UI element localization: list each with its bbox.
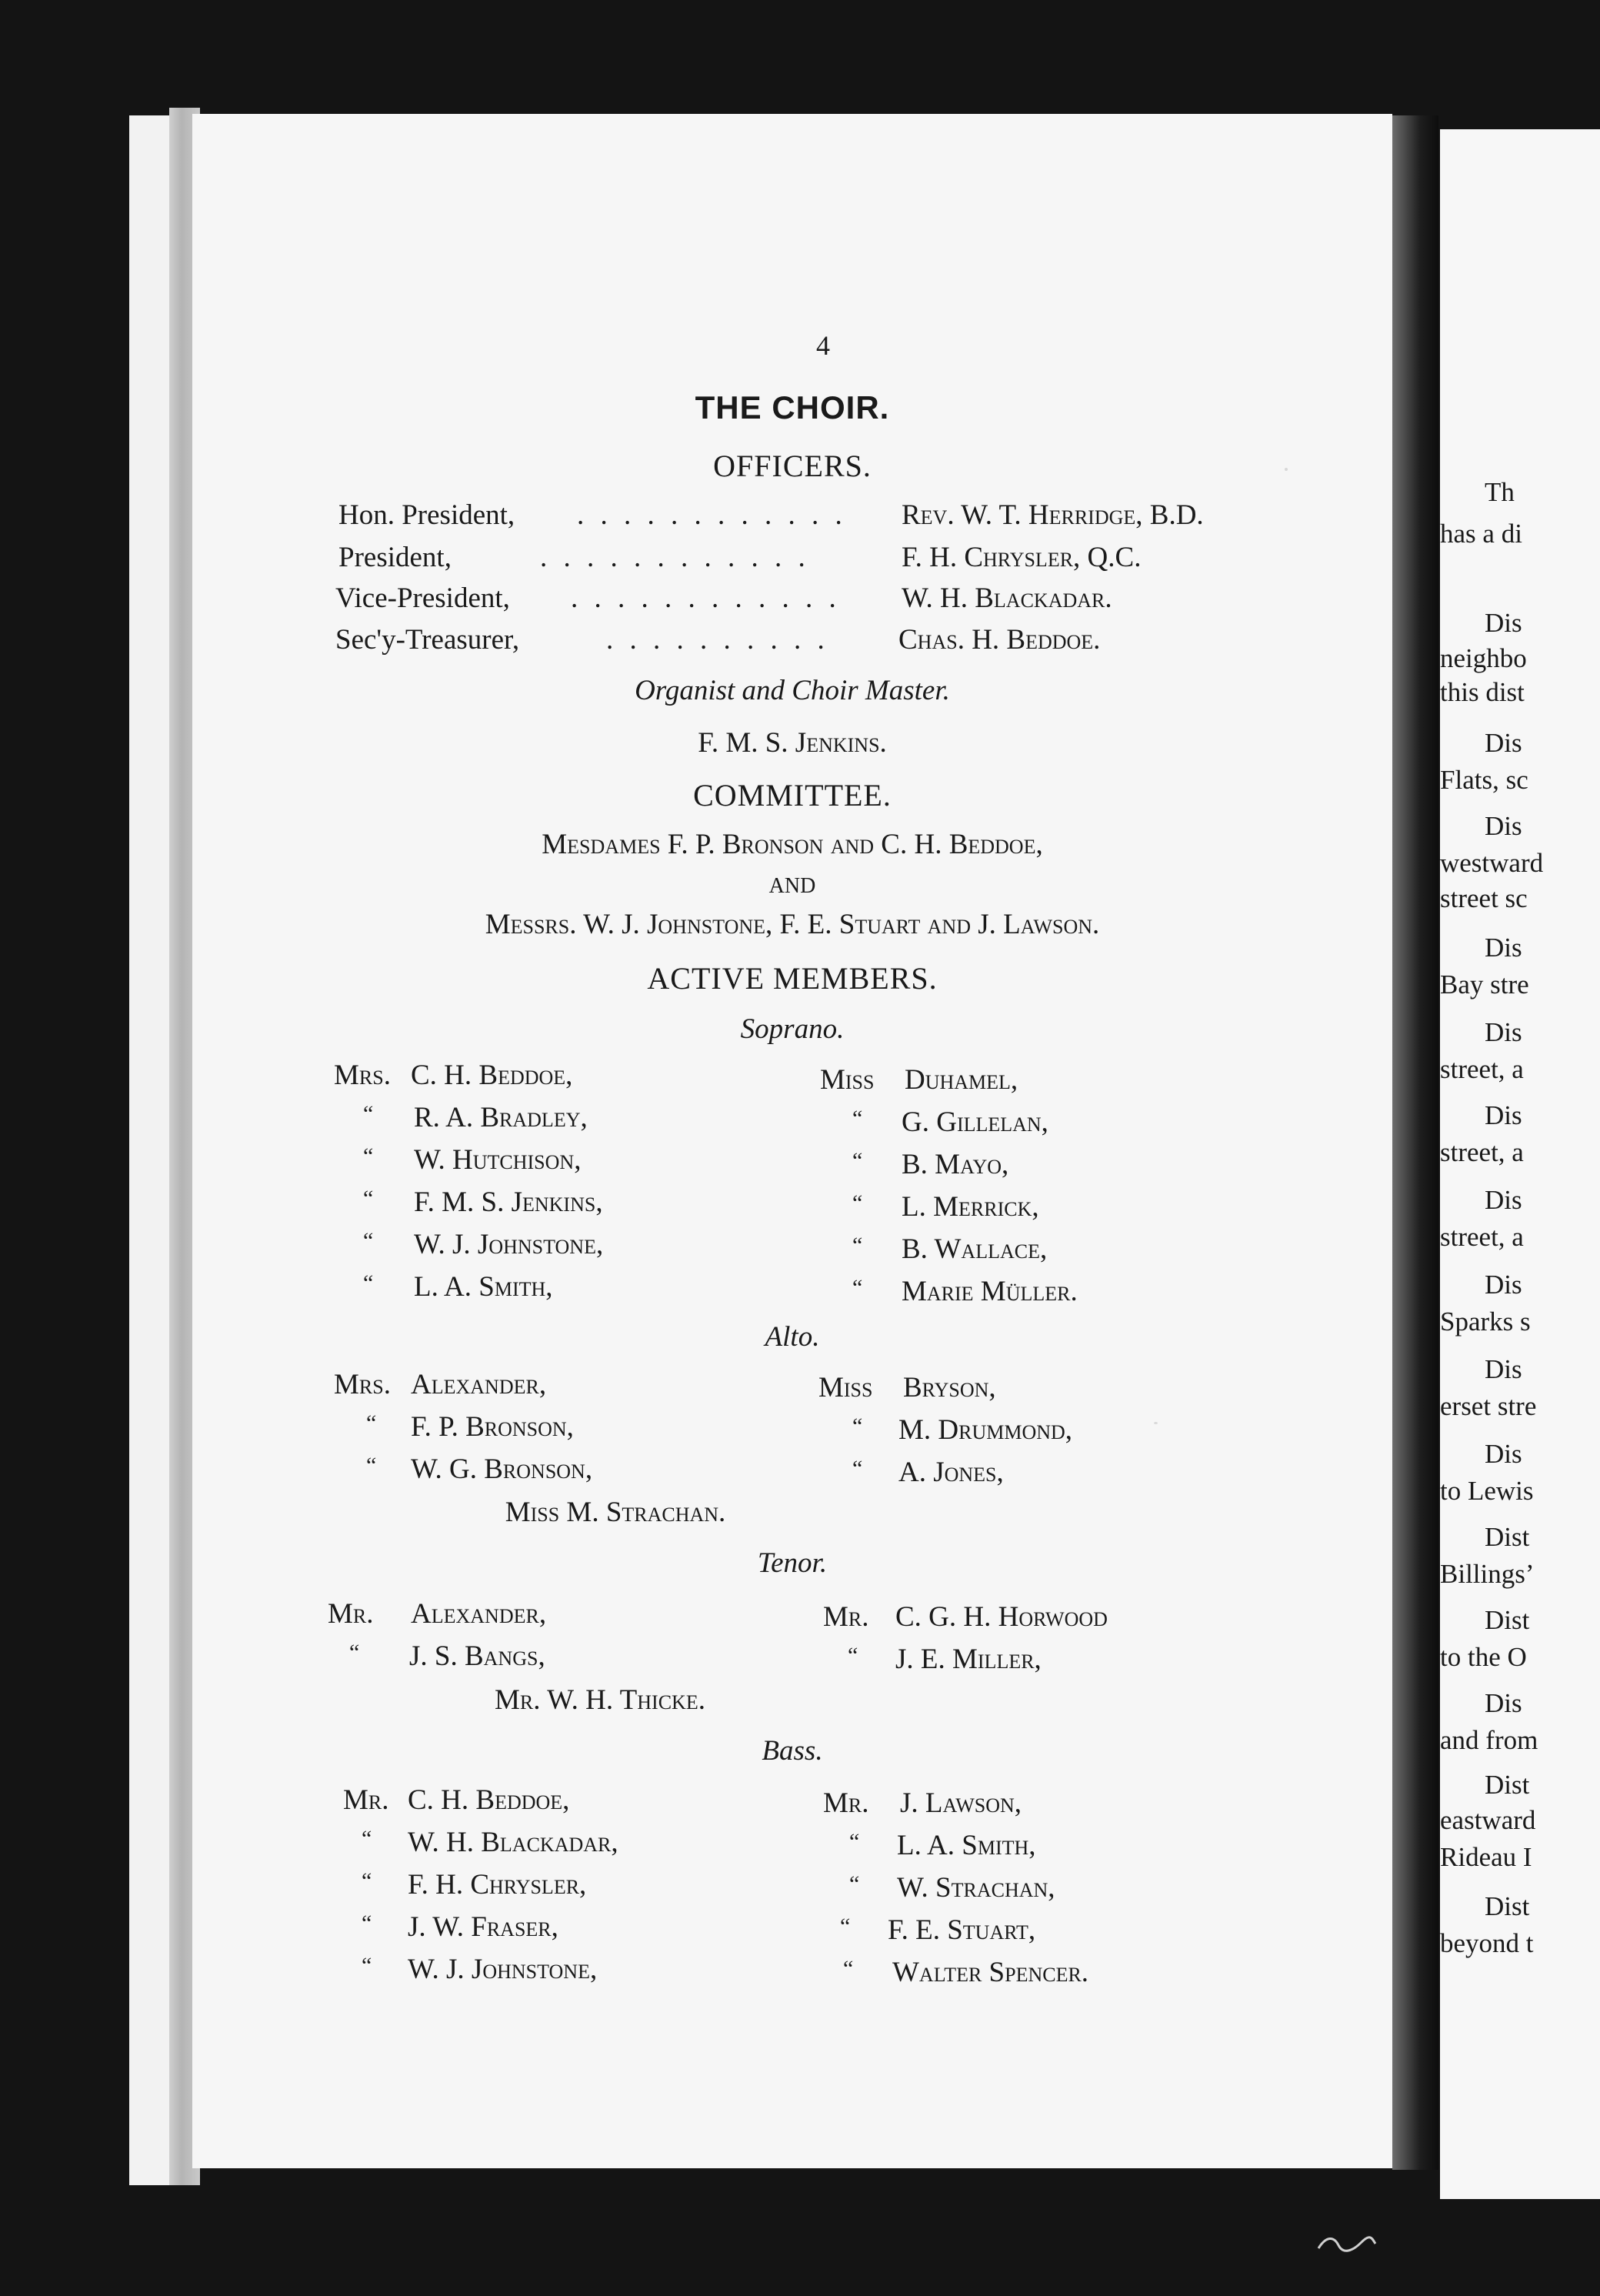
facing-page-fragment: Dis — [1485, 728, 1522, 758]
member-prefix: Mr. — [328, 1598, 374, 1630]
member-name: G. Gillelan, — [902, 1106, 1048, 1138]
ditto-mark: “ — [852, 1106, 863, 1131]
facing-page-fragment: Dis — [1485, 1439, 1522, 1469]
facing-page-fragment: Dis — [1485, 1688, 1522, 1718]
member-prefix: Mrs. — [334, 1060, 391, 1091]
member-name: W. H. Blackadar, — [408, 1827, 618, 1858]
member-row — [334, 1186, 718, 1228]
alto-last-member: Miss M. Strachan. — [505, 1497, 726, 1528]
member-prefix: Mr. — [823, 1787, 869, 1819]
ditto-mark: “ — [843, 1956, 854, 1981]
active-members-heading: ACTIVE MEMBERS. — [647, 961, 938, 996]
facing-page-fragment: Dist — [1485, 1891, 1530, 1921]
soprano-right-column — [820, 1063, 1220, 1317]
member-row — [343, 1826, 728, 1868]
member-name: F. H. Chrysler, — [408, 1869, 587, 1901]
member-row — [334, 1410, 718, 1453]
facing-page-fragment: Dis — [1485, 1270, 1522, 1300]
member-row — [818, 1413, 1218, 1456]
bass-left-column — [343, 1784, 728, 1995]
member-name: W. J. Johnstone, — [408, 1954, 598, 1985]
organist-name: F. M. S. Jenkins. — [698, 727, 887, 759]
facing-page-fragment: Dist — [1485, 1605, 1530, 1635]
facing-page-fragment: Dist — [1485, 1522, 1530, 1552]
facing-page-fragment: eastward — [1440, 1805, 1536, 1835]
ditto-mark: “ — [852, 1233, 863, 1258]
facing-page-fragment: Dis — [1485, 1017, 1522, 1047]
facing-page — [1440, 129, 1600, 2199]
facing-page-fragment: street, a — [1440, 1054, 1524, 1084]
ditto-mark: “ — [366, 1410, 377, 1436]
member-row — [823, 1787, 1223, 1829]
ditto-mark: “ — [362, 1911, 372, 1936]
member-name: Marie Müller. — [902, 1276, 1078, 1307]
ditto-mark: “ — [363, 1270, 374, 1296]
officer-name: W. H. Blackadar. — [902, 582, 1112, 614]
member-name: L. A. Smith, — [414, 1271, 553, 1303]
member-row — [334, 1059, 718, 1101]
member-name: B. Mayo, — [902, 1149, 1009, 1180]
committee-conjunction: AND — [768, 874, 816, 898]
facing-page-fragment: neighbo — [1440, 643, 1527, 673]
ditto-mark: “ — [852, 1456, 863, 1481]
member-row — [820, 1190, 1220, 1233]
member-name: Bryson, — [903, 1372, 996, 1403]
member-name: Alexander, — [411, 1369, 547, 1400]
member-name: J. E. Miller, — [895, 1644, 1042, 1675]
member-row — [334, 1270, 718, 1313]
member-row — [820, 1233, 1220, 1275]
officer-title: Vice-President, — [335, 582, 510, 614]
ditto-mark: “ — [848, 1643, 858, 1668]
facing-page-fragment: beyond t — [1440, 1928, 1534, 1958]
member-row — [818, 1371, 1218, 1413]
member-name: J. W. Fraser, — [408, 1911, 558, 1943]
leader-dots: . . . . . . . . . . — [606, 624, 829, 656]
member-name: Walter Spencer. — [892, 1957, 1089, 1988]
ditto-mark: “ — [852, 1275, 863, 1300]
facing-page-fragment: Flats, sc — [1440, 765, 1528, 795]
soprano-heading: Soprano. — [740, 1013, 845, 1045]
page-title: THE CHOIR. — [695, 389, 890, 425]
member-name: R. A. Bradley, — [414, 1102, 588, 1133]
facing-page-fragment: Dis — [1485, 811, 1522, 841]
member-name: W. G. Bronson, — [411, 1453, 593, 1485]
alto-left-column — [334, 1368, 718, 1495]
facing-page-fragment: Dis — [1485, 608, 1522, 638]
member-row — [818, 1456, 1218, 1498]
facing-page-fragment: Dis — [1485, 1185, 1522, 1215]
member-name: W. J. Johnstone, — [414, 1229, 604, 1260]
member-row — [820, 1275, 1220, 1317]
member-row — [823, 1956, 1223, 1998]
facing-page-fragment: has a di — [1440, 519, 1522, 549]
bass-heading: Bass. — [762, 1735, 823, 1767]
member-row — [328, 1640, 712, 1682]
ditto-mark: “ — [849, 1829, 860, 1854]
officer-title: President, — [338, 542, 452, 573]
facing-page-fragment: Bay stre — [1440, 969, 1529, 999]
member-prefix: Mrs. — [334, 1369, 391, 1400]
member-name: J. S. Bangs, — [409, 1640, 545, 1672]
member-row — [820, 1063, 1220, 1106]
member-row — [823, 1914, 1223, 1956]
ditto-mark: “ — [852, 1413, 863, 1439]
committee-heading: COMMITTEE. — [693, 778, 892, 813]
scan-mark — [1315, 2231, 1377, 2254]
facing-page-fragment: Sparks s — [1440, 1307, 1531, 1337]
bass-right-column — [823, 1787, 1223, 1998]
member-prefix: Mr. — [823, 1601, 869, 1633]
ditto-mark: “ — [363, 1228, 374, 1253]
member-name: F. P. Bronson, — [411, 1411, 574, 1443]
member-prefix: Mr. — [343, 1784, 389, 1816]
tenor-left-column — [328, 1597, 712, 1682]
ditto-mark: “ — [363, 1101, 374, 1126]
alto-right-column — [818, 1371, 1218, 1498]
ditto-mark: “ — [349, 1640, 360, 1665]
facing-page-fragment: Dis — [1485, 933, 1522, 963]
officer-name: F. H. Chrysler, Q.C. — [902, 542, 1142, 573]
officer-title: Sec'y-Treasurer, — [335, 624, 520, 656]
member-name: C. H. Beddoe, — [411, 1060, 573, 1091]
ditto-mark: “ — [363, 1186, 374, 1211]
facing-page-fragment: erset stre — [1440, 1391, 1537, 1421]
member-row — [343, 1953, 728, 1995]
facing-page-fragment: to Lewis — [1440, 1476, 1534, 1506]
officers-heading: OFFICERS. — [713, 449, 872, 483]
member-row — [820, 1106, 1220, 1148]
facing-page-fragment: street sc — [1440, 883, 1528, 913]
facing-page-fragment: to the O — [1440, 1642, 1527, 1672]
member-prefix: Miss — [820, 1064, 875, 1096]
member-name: F. E. Stuart, — [888, 1914, 1036, 1946]
committee-ladies: Mesdames F. P. Bronson and C. H. Beddoe, — [542, 829, 1043, 860]
member-row — [328, 1597, 712, 1640]
member-row — [823, 1829, 1223, 1871]
officer-name: Rev. W. T. Herridge, B.D. — [902, 499, 1204, 531]
member-row — [823, 1643, 1223, 1685]
officer-title: Hon. President, — [338, 499, 515, 531]
member-row — [334, 1368, 718, 1410]
member-name: B. Wallace, — [902, 1233, 1048, 1265]
member-name: W. Hutchison, — [414, 1144, 582, 1176]
facing-page-fragment: street, a — [1440, 1222, 1524, 1252]
officer-name: Chas. H. Beddoe. — [898, 624, 1101, 656]
member-row — [823, 1871, 1223, 1914]
soprano-left-column — [334, 1059, 718, 1313]
ditto-mark: “ — [840, 1914, 851, 1939]
committee-gentlemen: Messrs. W. J. Johnstone, F. E. Stuart and J. Lawson. — [485, 909, 1100, 940]
member-row — [823, 1600, 1223, 1643]
tenor-heading: Tenor. — [757, 1547, 828, 1579]
book-gutter — [1392, 115, 1438, 2170]
facing-page-fragment: westward — [1440, 848, 1544, 878]
tenor-last-member: Mr. W. H. Thicke. — [495, 1684, 705, 1716]
facing-page-fragment: this dist — [1440, 677, 1525, 707]
ditto-mark: “ — [362, 1953, 372, 1978]
member-prefix: Miss — [818, 1372, 873, 1403]
facing-page-fragment: Dis — [1485, 1100, 1522, 1130]
alto-heading: Alto. — [765, 1321, 820, 1353]
facing-page-fragment: street, a — [1440, 1137, 1524, 1167]
facing-page-fragment: Dist — [1485, 1770, 1530, 1800]
leader-dots: . . . . . . . . . . . . — [571, 582, 841, 614]
facing-page-fragment: Rideau I — [1440, 1842, 1532, 1872]
member-name: A. Jones, — [898, 1457, 1004, 1488]
ditto-mark: “ — [362, 1826, 372, 1851]
member-name: C. G. H. Horwood — [895, 1601, 1108, 1633]
leader-dots: . . . . . . . . . . . . — [577, 499, 847, 531]
member-name: Duhamel, — [905, 1064, 1018, 1096]
ditto-mark: “ — [366, 1453, 377, 1478]
member-row — [334, 1143, 718, 1186]
member-name: C. H. Beddoe, — [408, 1784, 570, 1816]
member-row — [334, 1101, 718, 1143]
tenor-right-column — [823, 1600, 1223, 1685]
ditto-mark: “ — [362, 1868, 372, 1894]
member-name: W. Strachan, — [897, 1872, 1055, 1904]
member-row — [343, 1784, 728, 1826]
facing-page-fragment: Th — [1485, 477, 1515, 507]
page-number: 4 — [816, 330, 830, 361]
member-name: L. A. Smith, — [897, 1830, 1036, 1861]
member-row — [820, 1148, 1220, 1190]
ditto-mark: “ — [363, 1143, 374, 1169]
ditto-mark: “ — [849, 1871, 860, 1897]
member-name: L. Merrick, — [902, 1191, 1039, 1223]
leader-dots: . . . . . . . . . . . . — [540, 542, 810, 573]
facing-page-fragment: Billings’ — [1440, 1559, 1535, 1589]
member-row — [343, 1911, 728, 1953]
member-name: F. M. S. Jenkins, — [414, 1186, 603, 1218]
ditto-mark: “ — [852, 1148, 863, 1173]
facing-page-fragment: and from — [1440, 1725, 1538, 1755]
member-row — [334, 1453, 718, 1495]
member-row — [343, 1868, 728, 1911]
member-row — [334, 1228, 718, 1270]
ditto-mark: “ — [852, 1190, 863, 1216]
member-name: M. Drummond, — [898, 1414, 1073, 1446]
member-name: Alexander, — [411, 1598, 547, 1630]
organist-heading: Organist and Choir Master. — [635, 675, 950, 706]
facing-page-fragment: Dis — [1485, 1354, 1522, 1384]
member-name: J. Lawson, — [900, 1787, 1022, 1819]
